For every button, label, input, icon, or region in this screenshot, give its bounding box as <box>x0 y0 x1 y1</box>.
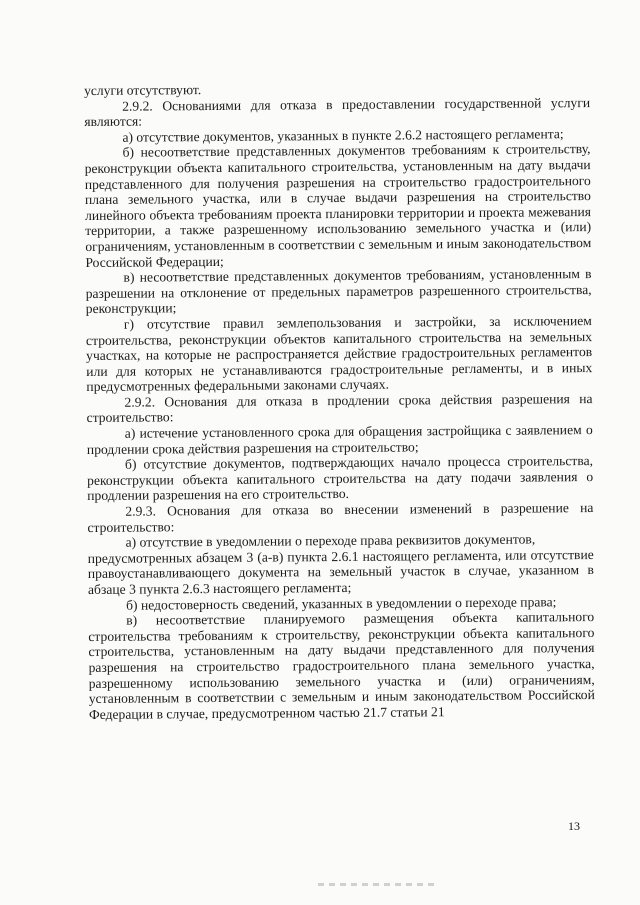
document-body <box>84 79 595 722</box>
paragraph: б) недостоверность сведений, указанных в уведомлении о переходе права; <box>126 593 557 613</box>
paragraph: 2.9.2. Основаниями для отказа в предоставлении государственной услуги являются: <box>84 94 591 130</box>
paragraph: а) отсутствие документов, указанных в пункте 2.6.2 настоящего регламента; <box>122 126 564 145</box>
scan-artifact <box>318 883 438 886</box>
paragraph: в) несоответствие планируемого размещения объекта капитального строительства требованиям к строительству, реконструкции объекта капитального строительства, установленным на дату выдачи представленного для получения разрешения на строительство градостроительного плана земельного участка, разрешенному использованию земельного участка и (или) ограничениям, установленным в соответствии с земельным и иным законодательством Российской Федерации в случае, предусмотренном частью 21.7 статьи 21 <box>88 609 595 722</box>
paragraph: б) отсутствие документов, подтверждающих начало процесса строительства, реконструкции объекта капитального строительства на дату подачи заявления о продлении разрешения на его строительство. <box>87 453 594 504</box>
paragraph: услуги отсутствуют. <box>84 82 202 98</box>
paragraph: 2.9.3. Основания для отказа во внесении изменений в разрешение на строительство: <box>87 500 594 535</box>
paragraph: предусмотренных абзацем 3 (а-в) пункта 2.6.1 настоящего регламента, или отсутствие правоустанавливающего документа на земельный участок в случае, указанном в абзаце 3 пункта 2.6.3 настоящего регламента; <box>87 546 594 597</box>
paragraph: в) несоответствие представленных документов требованиям, установленным в разрешении на отклонение от предельных параметров разрешенного строительства, реконструкции; <box>85 266 592 317</box>
paragraph: а) отсутствие в уведомлении о переходе права реквизитов документов, <box>125 531 536 550</box>
paragraph: г) отсутствие правил землепользования и застройки, за исключением строительства, реконструкции объектов капитального строительства на земельных участках, на которые не распространяется действие градостроительных регламентов или для которых не устанавливаются градостроительные регламенты, и в иных предусмотренных федеральными законами случаях. <box>85 312 593 395</box>
paragraph: 2.9.2. Основания для отказа в продлении срока действия разрешения на строительство: <box>86 390 593 426</box>
paragraph: б) несоответствие представленных документов требованиям к строительству, реконструкции объекта капитального строительства, установленным на дату выдачи представленного для получения разрешения на строительство градостроительного плана земельного участка, или в случае выдачи разрешения на строительство линейного объекта требованиям проекта планировки территории и проекта межевания территории, а также разрешенному использованию земельного участка и (или) ограничениям, установленным в соответствии с земельным и иным законодательством Российской Федерации; <box>84 141 592 270</box>
paragraph: а) истечение установленного срока для обращения застройщика с заявлением о продлении срока действия разрешения на строительство; <box>86 422 593 457</box>
page-number: 13 <box>568 819 580 833</box>
